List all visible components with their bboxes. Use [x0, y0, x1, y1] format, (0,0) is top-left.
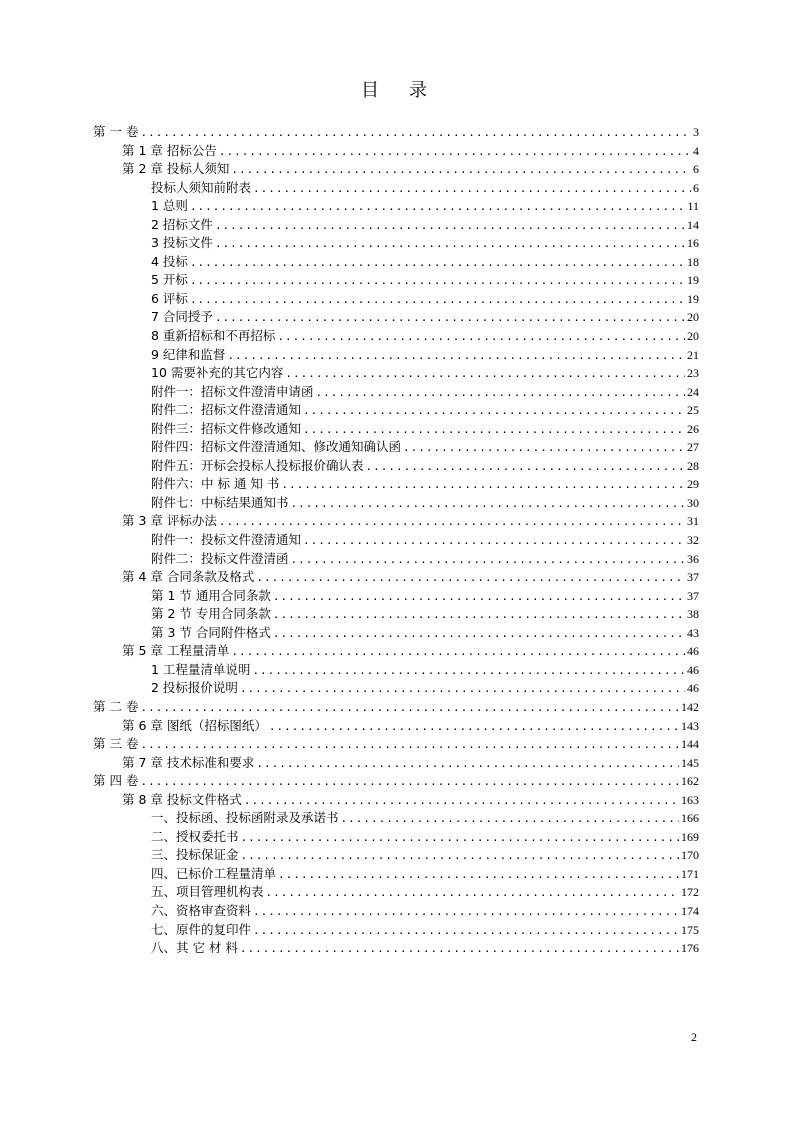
- toc-entry-label: 第 6 章 图纸（招标图纸）: [122, 717, 267, 733]
- toc-entry[interactable]: [93, 754, 699, 773]
- toc-entry[interactable]: [93, 420, 699, 439]
- toc-entry-label: 10 需要补充的其它内容: [151, 365, 284, 381]
- toc-entry-label: 5 开标: [151, 272, 188, 288]
- toc-entry-label: 第 2 节 专用合同条款: [151, 606, 271, 622]
- toc-entry-label: 附件一：投标文件澄清通知: [151, 532, 302, 548]
- toc-entry-page: 37: [687, 588, 699, 603]
- toc-entry-page: 16: [687, 236, 699, 251]
- toc-entry-page: 46: [687, 681, 699, 696]
- toc-entry-label: 第 四 卷: [93, 773, 139, 789]
- toc-leader-dots: [215, 217, 685, 236]
- toc-entry-label: 第 8 章 投标文件格式: [122, 791, 242, 807]
- toc-entry-label: 1 总则: [151, 198, 188, 214]
- toc-entry-page: 11: [687, 199, 699, 214]
- toc-entry-page: 29: [687, 477, 699, 492]
- toc-entry-label: 4 投标: [151, 253, 188, 269]
- toc-entry[interactable]: [93, 605, 699, 624]
- toc-entry-label: 第 1 节 通用合同条款: [151, 587, 271, 603]
- toc-entry-label: 六、资格审查资料: [151, 902, 252, 918]
- toc-entry-label: 第 三 卷: [93, 736, 139, 752]
- toc-entry[interactable]: [93, 828, 699, 847]
- toc-leader-dots: [366, 458, 685, 477]
- toc-entry-page: 142: [681, 699, 699, 714]
- toc-leader-dots: [316, 384, 685, 403]
- toc-leader-dots: [219, 143, 691, 162]
- toc-leader-dots: [403, 439, 685, 458]
- toc-entry-page: 46: [687, 662, 699, 677]
- toc-entry-label: 附件二：招标文件澄清通知: [151, 402, 302, 418]
- toc-entry[interactable]: [93, 383, 699, 402]
- toc-entry-page: 24: [687, 384, 699, 399]
- toc-entry-page: 176: [681, 941, 699, 956]
- toc-leader-dots: [303, 402, 685, 421]
- toc-entry-page: 37: [687, 570, 699, 585]
- toc-entry-page: 163: [681, 792, 699, 807]
- toc-leader-dots: [240, 680, 685, 699]
- toc-entry[interactable]: [93, 883, 699, 902]
- toc-entry[interactable]: [93, 772, 699, 791]
- toc-entry[interactable]: [93, 308, 699, 327]
- toc-entry[interactable]: [93, 698, 699, 717]
- toc-entry-page: 38: [687, 607, 699, 622]
- toc-entry-label: 第 一 卷: [93, 124, 139, 139]
- toc-leader-dots: [256, 569, 685, 588]
- toc-entry-page: 162: [681, 774, 699, 789]
- toc-entry-label: 五、项目管理机构表: [151, 884, 264, 900]
- toc-entry-page: 170: [681, 848, 699, 863]
- toc-entry-label: 7 合同授予: [151, 309, 213, 325]
- toc-entry[interactable]: [93, 642, 699, 661]
- toc-entry[interactable]: [93, 791, 699, 810]
- toc-entry-page: 23: [687, 366, 699, 381]
- toc-leader-dots: [303, 532, 685, 551]
- toc-leader-dots: [253, 922, 679, 941]
- toc-leader-dots: [273, 588, 685, 607]
- toc-entry[interactable]: [93, 142, 699, 161]
- toc-entry[interactable]: [93, 679, 699, 698]
- toc-entry-label: 二、授权委托书: [151, 828, 239, 844]
- toc-entry[interactable]: [93, 550, 699, 569]
- toc-entry-label: 一、投标函、投标函附录及承诺书: [151, 810, 339, 826]
- toc-leader-dots: [231, 643, 685, 662]
- toc-entry-page: 3: [693, 125, 699, 139]
- toc-entry-label: 附件三：招标文件修改通知: [151, 420, 302, 436]
- toc-entry-page: 20: [687, 329, 699, 344]
- toc-entry[interactable]: [93, 234, 699, 253]
- toc-entry-label: 附件七：中标结果通知书: [151, 494, 289, 510]
- toc-leader-dots: [219, 513, 685, 532]
- toc-entry[interactable]: [93, 735, 699, 754]
- toc-entry[interactable]: [93, 197, 699, 216]
- table-of-contents: [93, 123, 699, 958]
- toc-entry[interactable]: [93, 475, 699, 494]
- toc-entry-page: 171: [681, 866, 699, 881]
- toc-entry-label: 附件六：中 标 通 知 书: [151, 476, 280, 492]
- toc-entry[interactable]: [93, 327, 699, 346]
- toc-entry-label: 附件一：招标文件澄清申请函: [151, 383, 314, 399]
- toc-leader-dots: [273, 625, 685, 644]
- toc-leader-dots: [277, 328, 685, 347]
- toc-entry-page: 145: [681, 755, 699, 770]
- toc-entry-page: 26: [687, 421, 699, 436]
- toc-entry-page: 166: [681, 811, 699, 826]
- toc-entry-page: 172: [681, 885, 699, 900]
- toc-entry-label: 第 5 章 工程量清单: [122, 643, 230, 659]
- toc-entry-label: 八、其 它 材 料: [151, 940, 238, 956]
- toc-entry[interactable]: [93, 494, 699, 513]
- toc-entry[interactable]: [93, 216, 699, 235]
- toc-entry-page: 18: [687, 254, 699, 269]
- page-number: 2: [691, 1030, 697, 1044]
- toc-leader-dots: [269, 718, 679, 737]
- toc-leader-dots: [285, 365, 685, 384]
- toc-leader-dots: [190, 198, 686, 217]
- toc-entry-page: 143: [681, 718, 699, 733]
- toc-entry[interactable]: [93, 179, 699, 198]
- toc-leader-dots: [140, 124, 691, 143]
- toc-entry[interactable]: [93, 346, 699, 365]
- toc-entry[interactable]: [93, 290, 699, 309]
- toc-title: 目 录: [361, 80, 433, 101]
- toc-leader-dots: [278, 866, 679, 885]
- toc-entry-label: 投标人须知前附表: [151, 179, 252, 195]
- toc-leader-dots: [273, 606, 685, 625]
- toc-entry-page: 46: [687, 644, 699, 659]
- toc-entry-page: 32: [687, 533, 699, 548]
- toc-entry-label: 附件四：招标文件澄清通知、修改通知确认函: [151, 439, 402, 455]
- toc-leader-dots: [231, 161, 691, 180]
- toc-entry-label: 七、原件的复印件: [151, 921, 252, 937]
- toc-entry-page: 169: [681, 829, 699, 844]
- toc-entry[interactable]: [93, 865, 699, 884]
- toc-entry-label: 3 投标文件: [151, 235, 213, 251]
- toc-leader-dots: [190, 272, 685, 291]
- toc-entry-label: 第 1 章 招标公告: [122, 142, 217, 158]
- toc-entry-page: 6: [693, 162, 699, 177]
- toc-entry-page: 19: [687, 291, 699, 306]
- toc-leader-dots: [291, 551, 685, 570]
- toc-entry-label: 第 3 章 评标办法: [122, 513, 217, 529]
- toc-entry[interactable]: [93, 512, 699, 531]
- toc-entry-label: 第 4 章 合同条款及格式: [122, 569, 255, 585]
- toc-entry[interactable]: [93, 531, 699, 550]
- toc-entry-label: 第 7 章 技术标准和要求: [122, 754, 255, 770]
- toc-leader-dots: [190, 254, 685, 273]
- toc-entry-label: 三、投标保证金: [151, 847, 239, 863]
- toc-entry-page: 20: [687, 310, 699, 325]
- toc-entry-page: 6: [693, 180, 699, 195]
- toc-leader-dots: [215, 309, 685, 328]
- toc-entry[interactable]: [93, 364, 699, 383]
- toc-entry[interactable]: [93, 401, 699, 420]
- toc-entry-page: 31: [687, 514, 699, 529]
- toc-entry-label: 8 重新招标和不再招标: [151, 328, 276, 344]
- toc-leader-dots: [281, 476, 685, 495]
- toc-leader-dots: [190, 291, 685, 310]
- toc-leader-dots: [140, 736, 679, 755]
- toc-entry-label: 第 2 章 投标人须知: [122, 161, 230, 177]
- toc-leader-dots: [256, 755, 679, 774]
- toc-entry-page: 14: [687, 217, 699, 232]
- toc-leader-dots: [140, 699, 679, 718]
- toc-leader-dots: [291, 495, 685, 514]
- toc-entry[interactable]: [93, 921, 699, 940]
- toc-entry-label: 1 工程量清单说明: [151, 661, 251, 677]
- toc-entry[interactable]: [93, 717, 699, 736]
- toc-entry[interactable]: [93, 271, 699, 290]
- toc-entry-label: 四、已标价工程量清单: [151, 865, 277, 881]
- toc-leader-dots: [253, 903, 679, 922]
- toc-entry-label: 9 纪律和监督: [151, 346, 226, 362]
- toc-entry-page: 27: [687, 440, 699, 455]
- toc-entry-page: 4: [693, 143, 699, 158]
- toc-leader-dots: [241, 829, 679, 848]
- toc-entry-page: 25: [687, 403, 699, 418]
- toc-entry[interactable]: [93, 457, 699, 476]
- toc-entry-label: 附件五：开标会投标人投标报价确认表: [151, 457, 364, 473]
- toc-entry[interactable]: [93, 846, 699, 865]
- toc-leader-dots: [253, 180, 691, 199]
- toc-entry-page: 144: [681, 737, 699, 752]
- toc-entry-label: 2 投标报价说明: [151, 680, 238, 696]
- toc-leader-dots: [266, 884, 679, 903]
- toc-entry[interactable]: [93, 438, 699, 457]
- toc-entry-page: 175: [681, 922, 699, 937]
- toc-entry-page: 21: [687, 347, 699, 362]
- toc-entry[interactable]: [93, 568, 699, 587]
- toc-entry-label: 6 评标: [151, 290, 188, 306]
- toc-entry[interactable]: [93, 809, 699, 828]
- toc-entry-page: 43: [687, 625, 699, 640]
- toc-entry-page: 30: [687, 495, 699, 510]
- toc-leader-dots: [244, 792, 679, 811]
- toc-entry-label: 附件二：投标文件澄清函: [151, 550, 289, 566]
- toc-entry[interactable]: [93, 661, 699, 680]
- toc-entry-label: 第 二 卷: [93, 698, 139, 714]
- toc-entry[interactable]: [93, 160, 699, 179]
- toc-entry[interactable]: [93, 624, 699, 643]
- toc-entry-label: 2 招标文件: [151, 216, 213, 232]
- toc-entry-page: 36: [687, 551, 699, 566]
- toc-leader-dots: [341, 810, 679, 829]
- toc-leader-dots: [252, 662, 685, 681]
- toc-entry[interactable]: [93, 123, 699, 142]
- toc-leader-dots: [303, 421, 685, 440]
- toc-leader-dots: [140, 773, 679, 792]
- toc-entry-page: 174: [681, 903, 699, 918]
- toc-entry[interactable]: [93, 587, 699, 606]
- toc-entry-page: 19: [687, 273, 699, 288]
- toc-leader-dots: [227, 347, 685, 366]
- toc-entry-label: 第 3 节 合同附件格式: [151, 624, 271, 640]
- toc-leader-dots: [241, 847, 679, 866]
- toc-entry-page: 28: [687, 458, 699, 473]
- toc-entry[interactable]: [93, 253, 699, 272]
- toc-leader-dots: [215, 235, 685, 254]
- toc-leader-dots: [240, 940, 679, 959]
- toc-entry[interactable]: [93, 902, 699, 921]
- toc-entry[interactable]: [93, 939, 699, 958]
